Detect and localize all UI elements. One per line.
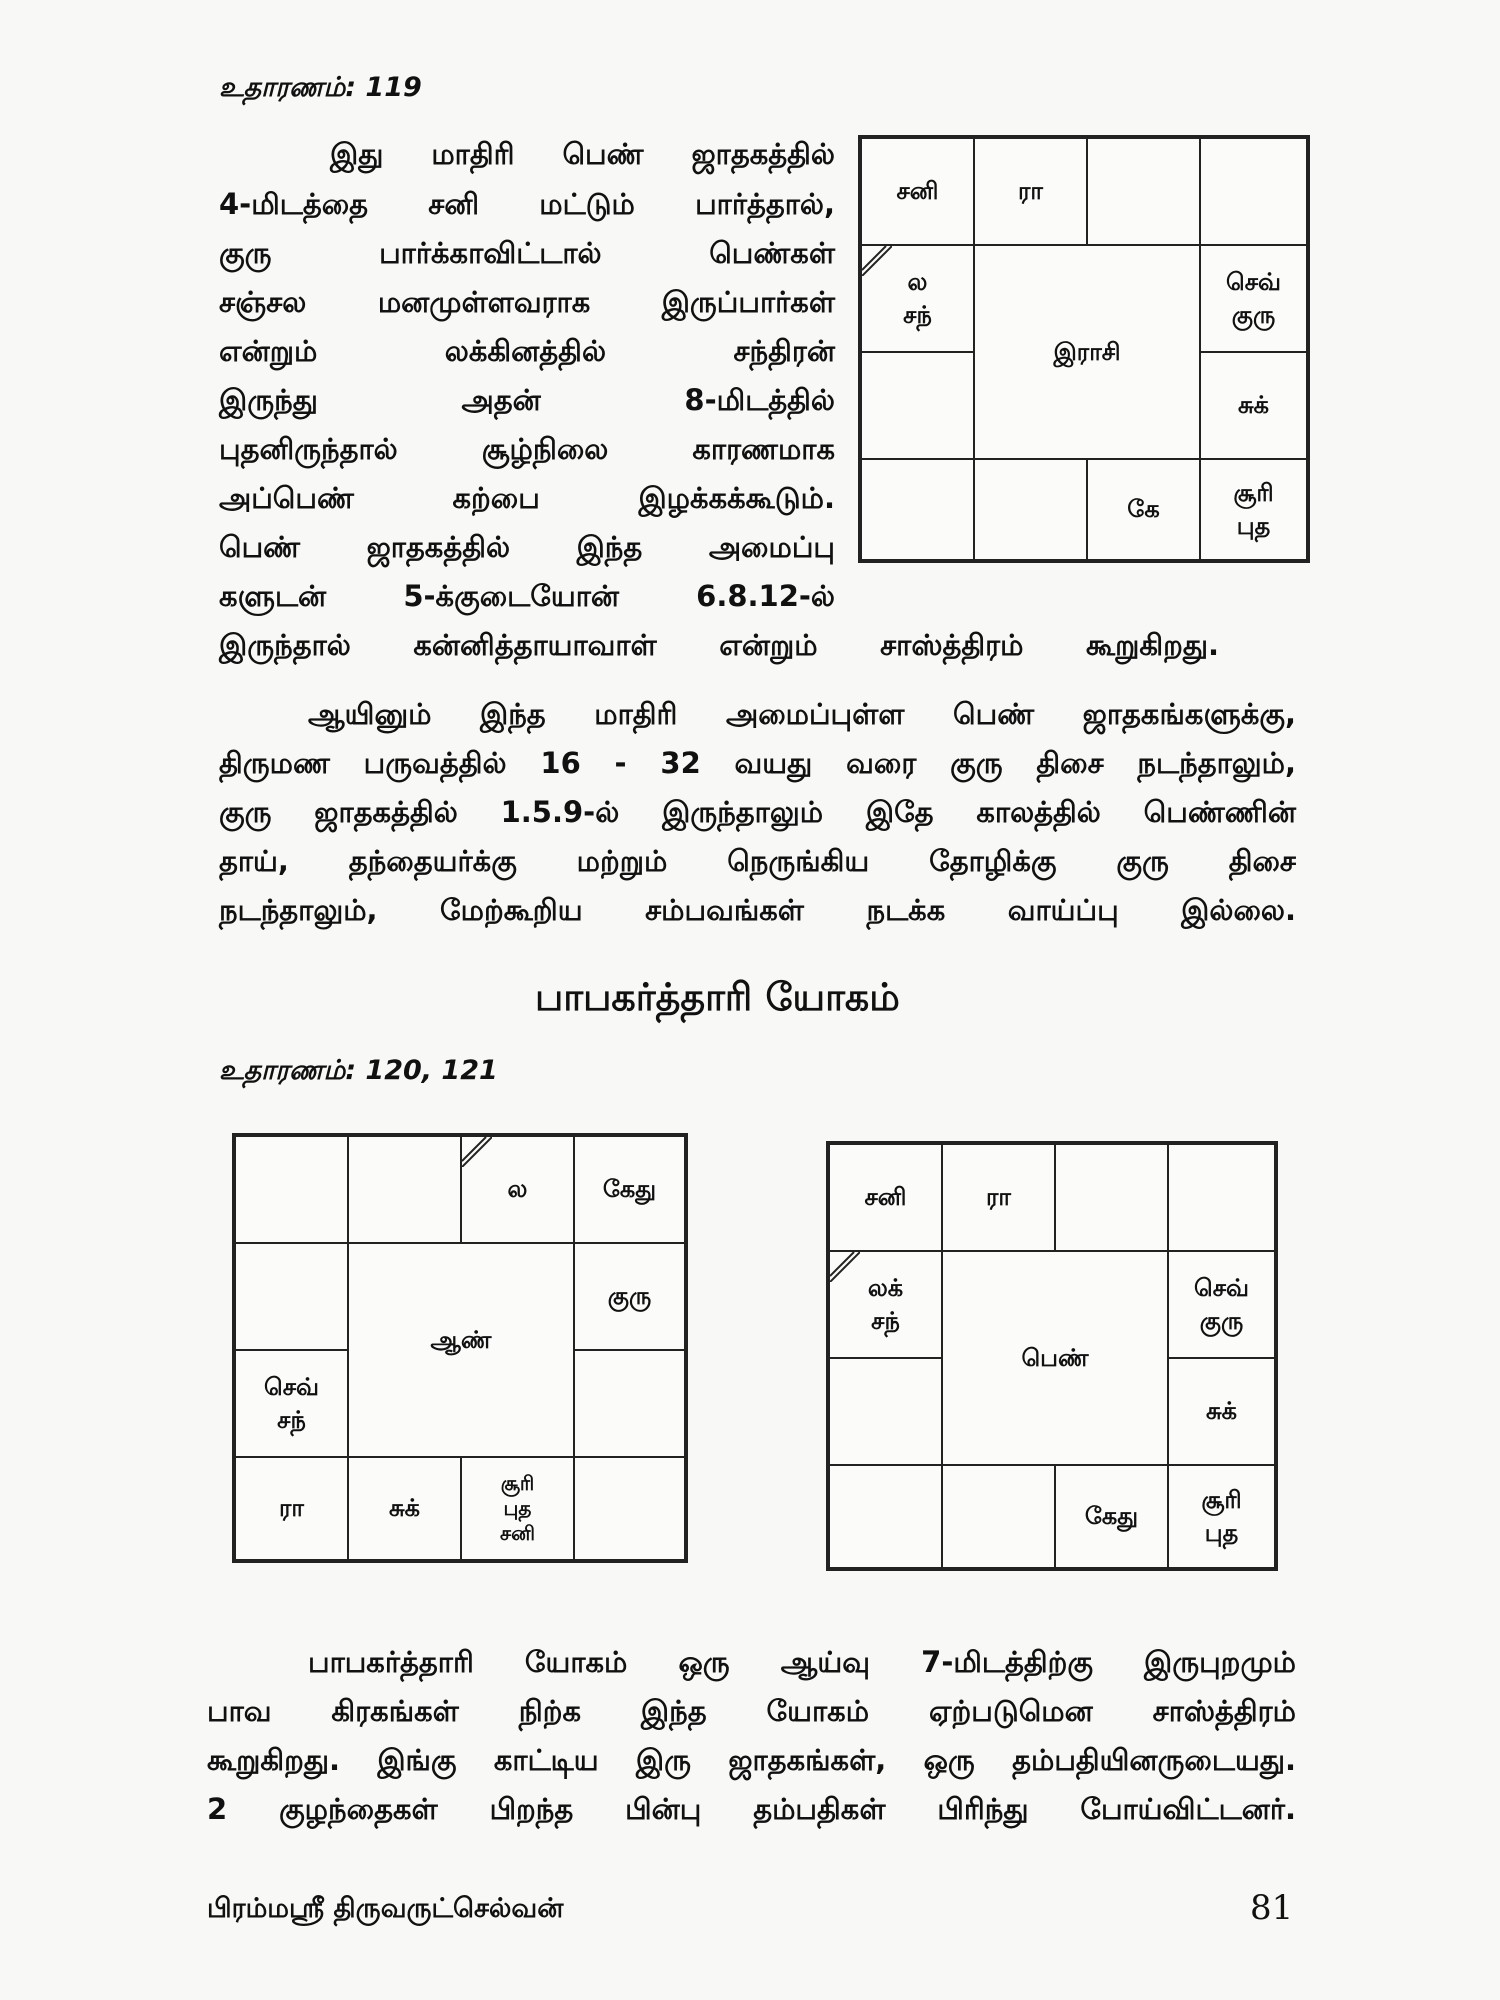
planet-label: குரு <box>1231 300 1276 329</box>
paragraph-2-line: திருமண பருவத்தில் 16 - 32 வயது வரை குரு திசை நடந்தாலும், <box>219 746 1296 780</box>
planet-label: சந் <box>871 1306 900 1335</box>
chart-cell <box>861 138 974 245</box>
chart-cell-lagna <box>861 245 974 352</box>
cell-planets <box>1201 460 1306 559</box>
planet-label: சுக் <box>388 1494 420 1523</box>
chart-cell <box>1200 352 1307 459</box>
planet-label: கேது <box>602 1175 657 1204</box>
planet-label: குரு <box>1199 1306 1244 1335</box>
chart-cell <box>829 1358 942 1465</box>
chart-cell <box>942 1144 1055 1251</box>
cell-planets <box>975 139 1086 244</box>
paragraph-1-line: குரு பார்க்காவிட்டால் பெண்கள் <box>219 236 835 270</box>
chart-cell <box>1087 138 1200 245</box>
horoscope-chart-male <box>232 1133 688 1563</box>
cell-planets <box>1169 1466 1274 1567</box>
example-label-119: உதாரணம்: 119 <box>219 72 422 103</box>
cell-planets <box>236 1351 347 1456</box>
chart-cell <box>235 1136 348 1243</box>
cell-planets <box>943 1145 1054 1250</box>
cell-planets <box>1088 460 1199 559</box>
paragraph-1-line: புதனிருந்தால் சூழ்நிலை காரணமாக <box>219 432 835 466</box>
chart-cell <box>942 1465 1055 1568</box>
paragraph-1-line: இது மாதிரி பெண் ஜாதகத்தில் <box>330 137 835 171</box>
planet-label: சுக் <box>1237 391 1269 420</box>
chart-cell <box>574 1243 685 1350</box>
chart-cell <box>235 1457 348 1560</box>
planet-label: சூரி <box>500 1471 535 1495</box>
chart-cell <box>861 352 974 459</box>
chart-cell <box>1168 1465 1275 1568</box>
cell-planets <box>236 1458 347 1559</box>
horoscope-chart-female <box>826 1141 1278 1571</box>
paragraph-3-line: 2 குழந்தைகள் பிறந்த பின்பு தம்பதிகள் பிரிந்து போய்விட்டனர். <box>207 1792 1296 1826</box>
cell-planets <box>1201 246 1306 351</box>
chart-cell-lagna <box>829 1251 942 1358</box>
planet-label: ரா <box>279 1494 304 1523</box>
chart-cell <box>829 1144 942 1251</box>
planet-label: லக் <box>867 1274 904 1303</box>
chart-cell <box>235 1243 348 1350</box>
chart-cell <box>1200 459 1307 560</box>
planet-label: சூரி <box>1201 1486 1242 1515</box>
planet-label: ரா <box>986 1183 1011 1212</box>
planet-label: புத <box>1236 511 1271 540</box>
cell-planets <box>830 1252 941 1357</box>
cell-planets <box>1201 353 1306 458</box>
planet-label: சந் <box>903 300 932 329</box>
planet-label: ரா <box>1018 177 1043 206</box>
chart-cell <box>861 459 974 560</box>
cell-planets <box>575 1244 684 1349</box>
paragraph-1-line: சஞ்சல மனமுள்ளவராக இருப்பார்கள் <box>219 285 835 319</box>
paragraph-2-line: ஆயினும் இந்த மாதிரி அமைப்புள்ள பெண் ஜாதகங்களுக்கு, <box>308 697 1296 731</box>
cell-planets <box>462 1458 573 1559</box>
planet-label: கே <box>1127 495 1160 524</box>
cell-planets <box>862 246 973 351</box>
planet-label: செவ் <box>1226 268 1281 297</box>
chart-center <box>974 245 1200 459</box>
paragraph-1-line: 4-மிடத்தை சனி மட்டும் பார்த்தால், <box>219 187 835 221</box>
chart-cell <box>574 1350 685 1457</box>
cell-planets <box>862 139 973 244</box>
paragraph-1-line: இருந்து அதன் 8-மிடத்தில் <box>219 383 835 417</box>
chart-cell <box>235 1350 348 1457</box>
planet-label: செவ் <box>264 1373 319 1402</box>
paragraph-3-line: பாபகர்த்தாரி யோகம் ஒரு ஆய்வு 7-மிடத்திற்கு இருபுறமும் <box>308 1645 1296 1679</box>
paragraph-3-line: பாவ கிரகங்கள் நிற்க இந்த யோகம் ஏற்படுமென சாஸ்த்திரம் <box>207 1694 1296 1728</box>
paragraph-1-line: பெண் ஜாதகத்தில் இந்த அமைப்பு <box>219 530 835 564</box>
planet-label: சுக் <box>1205 1397 1237 1426</box>
cell-planets <box>1056 1466 1167 1567</box>
section-heading: பாபகர்த்தாரி யோகம் <box>535 975 900 1019</box>
chart-cell <box>1200 138 1307 245</box>
planet-label: செவ் <box>1194 1274 1249 1303</box>
chart-cell <box>574 1457 685 1560</box>
planet-label: புத <box>503 1496 532 1520</box>
planet-label: சனி <box>864 1183 907 1212</box>
chart-cell <box>1087 459 1200 560</box>
planet-label: சூரி <box>1233 479 1274 508</box>
chart-cell <box>348 1136 461 1243</box>
cell-planets <box>1169 1252 1274 1357</box>
paragraph-1-line: அப்பெண் கற்பை இழக்கக்கூடும். <box>219 481 835 515</box>
cell-planets <box>349 1458 460 1559</box>
chart-cell-lagna <box>461 1136 574 1243</box>
chart-cell <box>574 1136 685 1243</box>
chart-cell <box>974 138 1087 245</box>
chart-cell <box>974 459 1087 560</box>
example-label-120-121: உதாரணம்: 120, 121 <box>219 1055 498 1086</box>
planet-label: சனி <box>896 177 939 206</box>
chart-center <box>348 1243 574 1457</box>
planet-label: புத <box>1204 1518 1239 1547</box>
chart-cell <box>1168 1358 1275 1465</box>
planet-label: குரு <box>607 1282 652 1311</box>
cell-planets <box>462 1137 573 1242</box>
chart-cell <box>461 1457 574 1560</box>
cell-planets <box>1169 1359 1274 1464</box>
chart-cell <box>1168 1251 1275 1358</box>
planet-label: கேது <box>1084 1502 1139 1531</box>
chart-center <box>942 1251 1168 1465</box>
paragraph-3-line: கூறுகிறது. இங்கு காட்டிய இரு ஜாதகங்கள், ஒரு தம்பதியினருடையது. <box>207 1743 1296 1777</box>
paragraph-2-line: குரு ஜாதகத்தில் 1.5.9-ல் இருந்தாலும் இதே காலத்தில் பெண்ணின் <box>219 795 1296 829</box>
chart-cell <box>829 1465 942 1568</box>
chart-cell <box>1200 245 1307 352</box>
chart-center-label: இராசி <box>1053 337 1121 366</box>
paragraph-2-line: நடந்தாலும், மேற்கூறிய சம்பவங்கள் நடக்க வாய்ப்பு இல்லை. <box>219 893 1296 927</box>
chart-cell <box>348 1457 461 1560</box>
chart-center-label: ஆண் <box>430 1326 492 1354</box>
paragraph-1-line: களுடன் 5-க்குடையோன் 6.8.12-ல் <box>219 579 835 613</box>
chart-cell <box>1055 1144 1168 1251</box>
chart-cell <box>1055 1465 1168 1568</box>
horoscope-chart-rasi <box>858 135 1310 563</box>
chart-cell <box>1168 1144 1275 1251</box>
paragraph-2-line: தாய், தந்தையர்க்கு மற்றும் நெருங்கிய தோழிக்கு குரு திசை <box>219 844 1296 878</box>
cell-planets <box>575 1137 684 1242</box>
planet-label: சந் <box>277 1405 306 1434</box>
planet-label: ல <box>907 268 928 297</box>
footer-author: பிரம்மஸ்ரீ திருவருட்செல்வன் <box>207 1893 564 1924</box>
chart-center-label: பெண் <box>1021 1343 1089 1372</box>
page-number: 81 <box>1250 1888 1294 1928</box>
planet-label: சனி <box>500 1521 535 1545</box>
planet-label: ல <box>507 1175 528 1204</box>
cell-planets <box>830 1145 941 1250</box>
paragraph-1-line: இருந்தால் கன்னித்தாயாவாள் என்றும் சாஸ்த்திரம் கூறுகிறது. <box>219 628 1219 662</box>
paragraph-1-line: என்றும் லக்கினத்தில் சந்திரன் <box>219 334 835 368</box>
